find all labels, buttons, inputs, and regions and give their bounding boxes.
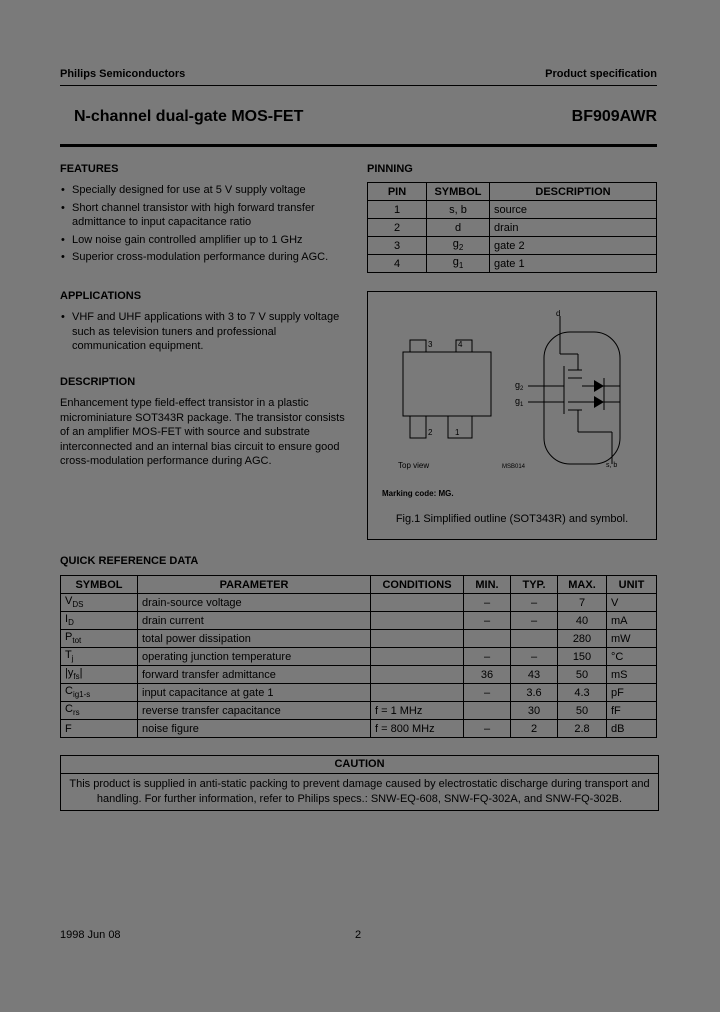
- symbol-cell: $g_1$: [427, 255, 490, 273]
- max-cell: 40: [558, 612, 607, 630]
- description-cell: drain: [490, 219, 657, 237]
- symbol-cell: d: [427, 219, 490, 237]
- pin-cell: 2: [368, 219, 427, 237]
- unit-cell: fF: [607, 702, 657, 720]
- diode-icon: [594, 396, 604, 408]
- typ-cell: –: [511, 648, 558, 666]
- parameter-cell: noise figure: [138, 720, 371, 738]
- figure-code: MSB014: [502, 464, 526, 470]
- max-cell: 4.3: [558, 684, 607, 702]
- typ-cell: 3.6: [511, 684, 558, 702]
- page-title: N-channel dual-gate MOS-FET: [74, 108, 304, 125]
- application-item: • VHF and UHF applications with 3 to 7 V supply voltage such as television tuners and professional communication equipment.: [60, 310, 350, 354]
- marking-code: Marking code: MG.: [382, 489, 454, 498]
- part-number: BF909AWR: [571, 108, 657, 125]
- parameter-cell: total power dissipation: [138, 630, 371, 648]
- parameter-cell: drain current: [138, 612, 371, 630]
- table-row: [368, 255, 657, 273]
- unit-cell: pF: [607, 684, 657, 702]
- pin-3-lead: [410, 340, 426, 352]
- min-cell: –: [464, 720, 511, 738]
- title-rule: [60, 144, 657, 147]
- symbol-cell: $V_{DS}$: [61, 594, 138, 612]
- pin-1-lead: [448, 416, 472, 438]
- conditions-cell: f = 800 MHz: [371, 720, 464, 738]
- typ-cell: [511, 630, 558, 648]
- footer-date: 1998 Jun 08: [60, 929, 121, 941]
- table-row: [61, 702, 657, 720]
- pin-2-lead: [410, 416, 426, 438]
- company-name: Philips Semiconductors: [60, 68, 186, 80]
- qrd-table: [60, 575, 657, 738]
- symbol-cell: F: [61, 720, 138, 738]
- description-cell: gate 2: [490, 237, 657, 255]
- applications-list: [60, 310, 350, 357]
- pinning-heading: PINNING: [367, 163, 413, 175]
- description-heading: DESCRIPTION: [60, 376, 136, 388]
- pin-cell: 1: [368, 201, 427, 219]
- col-header: TYP.: [511, 576, 558, 594]
- table-row: [61, 648, 657, 666]
- page-number: 2: [355, 929, 362, 941]
- figure-box: [367, 291, 657, 540]
- qrd-heading: QUICK REFERENCE DATA: [60, 555, 199, 567]
- feature-item: • Low noise gain controlled amplifier up to 1 GHz: [60, 233, 350, 248]
- gate2-label: $g_2$: [515, 380, 524, 392]
- min-cell: [464, 630, 511, 648]
- table-row: [368, 201, 657, 219]
- col-header: MAX.: [558, 576, 607, 594]
- min-cell: –: [464, 612, 511, 630]
- conditions-cell: [371, 684, 464, 702]
- max-cell: 150: [558, 648, 607, 666]
- unit-cell: mS: [607, 666, 657, 684]
- unit-cell: V: [607, 594, 657, 612]
- parameter-cell: forward transfer admittance: [138, 666, 371, 684]
- source-label: s, b: [606, 462, 618, 469]
- col-header: UNIT: [607, 576, 657, 594]
- header-rule: [60, 85, 657, 86]
- drain-label: d: [556, 309, 561, 318]
- table-row: [61, 612, 657, 630]
- min-cell: [464, 702, 511, 720]
- pin-label: 4: [458, 340, 463, 349]
- conditions-cell: [371, 648, 464, 666]
- description-cell: source: [490, 201, 657, 219]
- symbol-cell: $C_{rs}$: [61, 702, 138, 720]
- max-cell: 280: [558, 630, 607, 648]
- max-cell: 7: [558, 594, 607, 612]
- symbol-cell: $g_2$: [427, 237, 490, 255]
- feature-item: • Short channel transistor with high forward transfer admittance to input capacitance ratio: [60, 201, 350, 230]
- table-row: [368, 237, 657, 255]
- caution-box: [60, 755, 659, 811]
- gate1-label: $g_1$: [515, 396, 524, 408]
- feature-item: • Specially designed for use at 5 V supply voltage: [60, 183, 350, 198]
- caution-text: This product is supplied in anti-static packing to prevent damage caused by electrostatic discharge during transport and handling. For further information, refer to Philips specs.: SNW-EQ-608, SNW-FQ-302A, and SNW-FQ-302B.: [69, 778, 650, 805]
- table-row: [61, 594, 657, 612]
- typ-cell: –: [511, 594, 558, 612]
- pinning-header-row: [368, 183, 657, 201]
- symbol-cell: $I_D$: [61, 612, 138, 630]
- min-cell: 36: [464, 666, 511, 684]
- features-list: [60, 183, 350, 268]
- symbol-envelope: [544, 332, 620, 464]
- pin-cell: 4: [368, 255, 427, 273]
- top-view-label: Top view: [398, 461, 430, 470]
- pinning-table: [367, 182, 657, 273]
- pin-label: 3: [428, 340, 433, 349]
- parameter-cell: operating junction temperature: [138, 648, 371, 666]
- table-row: [61, 684, 657, 702]
- description-cell: gate 1: [490, 255, 657, 273]
- features-heading: FEATURES: [60, 163, 119, 175]
- description-text: Enhancement type field-effect transistor in a plastic microminiature SOT343R package. The transistor consists of an amplifier MOS-FET with source and substrate interconnected and an internal bias circuit to ensure good cross-modulation performance during AGC.: [60, 397, 345, 467]
- conditions-cell: [371, 594, 464, 612]
- conditions-cell: [371, 630, 464, 648]
- table-row: [368, 219, 657, 237]
- pin-label: 2: [428, 428, 433, 437]
- unit-cell: dB: [607, 720, 657, 738]
- min-cell: –: [464, 594, 511, 612]
- table-row: [61, 720, 657, 738]
- table-row: [61, 666, 657, 684]
- typ-cell: –: [511, 612, 558, 630]
- diode-icon: [594, 380, 604, 392]
- symbol-cell: s, b: [427, 201, 490, 219]
- min-cell: –: [464, 648, 511, 666]
- col-header: MIN.: [464, 576, 511, 594]
- caution-heading: CAUTION: [61, 756, 658, 774]
- pin-label: 1: [455, 428, 460, 437]
- col-header: CONDITIONS: [371, 576, 464, 594]
- applications-heading: APPLICATIONS: [60, 290, 142, 302]
- package-diagram: [368, 292, 656, 539]
- conditions-cell: [371, 666, 464, 684]
- unit-cell: mA: [607, 612, 657, 630]
- parameter-cell: input capacitance at gate 1: [138, 684, 371, 702]
- col-header: SYMBOL: [61, 576, 138, 594]
- unit-cell: °C: [607, 648, 657, 666]
- feature-item: • Superior cross-modulation performance during AGC.: [60, 250, 350, 265]
- symbol-cell: $C_{ig1-s}$: [61, 684, 138, 702]
- qrd-header-row: [61, 576, 657, 594]
- pin-col-header: PIN: [368, 183, 427, 201]
- table-row: [61, 630, 657, 648]
- min-cell: –: [464, 684, 511, 702]
- typ-cell: 30: [511, 702, 558, 720]
- symbol-cell: $T_j$: [61, 648, 138, 666]
- package-body: [403, 352, 491, 416]
- qrd-body: [61, 594, 657, 738]
- parameter-cell: drain-source voltage: [138, 594, 371, 612]
- symbol-cell: $|y_{fs}|$: [61, 666, 138, 684]
- parameter-cell: reverse transfer capacitance: [138, 702, 371, 720]
- figure-caption: Fig.1 Simplified outline (SOT343R) and symbol.: [395, 513, 629, 525]
- max-cell: 50: [558, 702, 607, 720]
- typ-cell: 43: [511, 666, 558, 684]
- pin-cell: 3: [368, 237, 427, 255]
- doc-type: Product specification: [545, 68, 657, 80]
- symbol-col-header: SYMBOL: [427, 183, 490, 201]
- unit-cell: mW: [607, 630, 657, 648]
- description-col-header: DESCRIPTION: [490, 183, 657, 201]
- col-header: PARAMETER: [138, 576, 371, 594]
- typ-cell: 2: [511, 720, 558, 738]
- max-cell: 50: [558, 666, 607, 684]
- conditions-cell: [371, 612, 464, 630]
- conditions-cell: f = 1 MHz: [371, 702, 464, 720]
- symbol-cell: $P_{tot}$: [61, 630, 138, 648]
- max-cell: 2.8: [558, 720, 607, 738]
